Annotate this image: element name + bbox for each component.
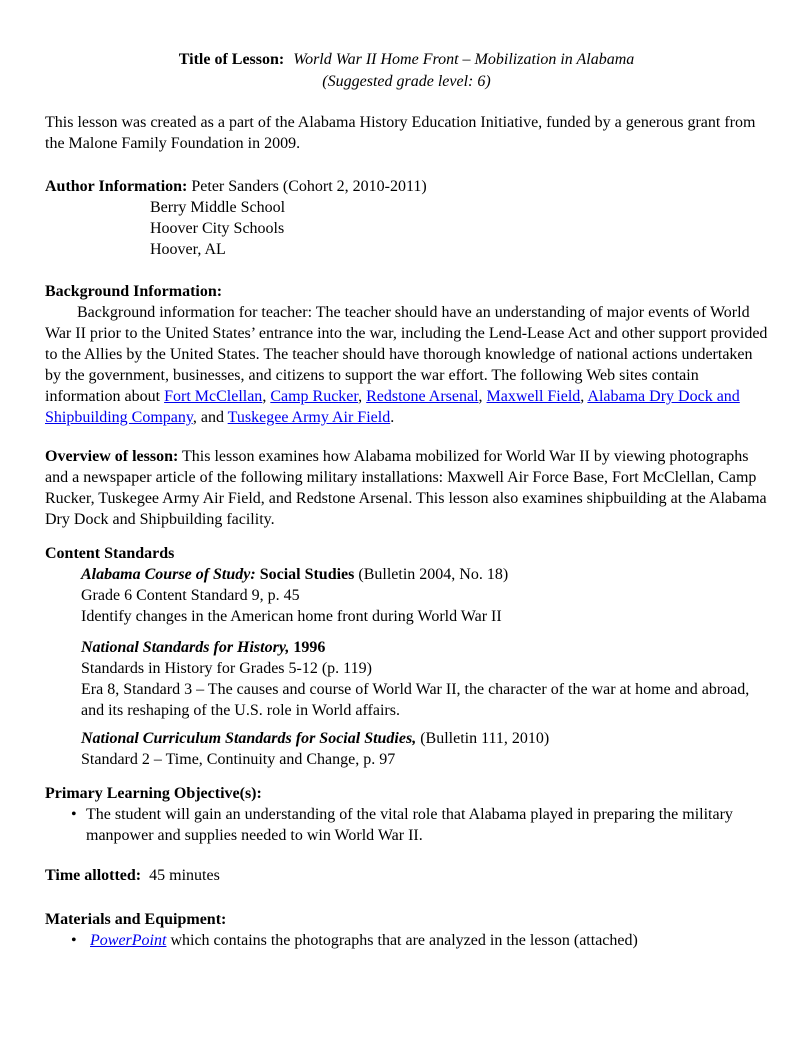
background-heading: Background Information: <box>45 283 223 300</box>
link-powerpoint[interactable]: PowerPoint <box>90 932 167 949</box>
title-value: World War II Home Front – Mobilization in Alabama <box>293 51 635 68</box>
standards-title-italic: Alabama Course of Study: <box>81 566 256 583</box>
link-separator: , <box>478 388 487 405</box>
content-standards-heading: Content Standards <box>45 545 175 562</box>
author-line: Hoover, AL <box>150 241 226 258</box>
time-value: 45 minutes <box>149 867 220 884</box>
standards-line: Grade 6 Content Standard 9, p. 45 <box>81 587 300 604</box>
link-separator: , <box>580 388 588 405</box>
author-heading-line <box>45 176 768 197</box>
sentence-period: . <box>390 409 395 426</box>
standards-line: Standards in History for Grades 5-12 (p. 119) <box>81 660 372 677</box>
standards-title-line <box>81 728 768 749</box>
link-separator: , <box>358 388 367 405</box>
overview-text: This lesson examines how Alabama mobilized for World War II by viewing photographs and a newspaper article of the following military installations: Maxwell Air Force Base, Fort McClellan, Camp Rucker, Tuskegee Army Air Field, and Redstone Arsenal. This lesson also examines shipbuilding at the Alabama Dry Dock and Shipbuilding facility. <box>45 448 767 528</box>
standards-title-bold: Social Studies <box>259 566 355 583</box>
link-camp-rucker[interactable]: Camp Rucker <box>270 388 359 405</box>
standards-block-alabama <box>81 564 768 627</box>
objectives-heading: Primary Learning Objective(s): <box>45 785 262 802</box>
overview-label: Overview of lesson: <box>45 448 179 465</box>
link-maxwell-field[interactable]: Maxwell Field <box>486 388 581 405</box>
standards-line: Era 8, Standard 3 – The causes and course of World War II, the character of the war at home and abroad, and its reshaping of the U.S. role in World affairs. <box>81 681 750 719</box>
objective-item <box>45 804 768 846</box>
link-tuskegee-army-air-field[interactable]: Tuskegee Army Air Field <box>227 409 391 426</box>
materials-item <box>45 930 768 951</box>
standards-block-national-curriculum <box>81 728 768 770</box>
standards-title-italic: National Curriculum Standards for Social Studies, <box>81 730 417 747</box>
title-label: Title of Lesson: <box>178 51 285 68</box>
grade-level-line: (Suggested grade level: 6) <box>322 73 491 90</box>
time-label: Time allotted: <box>45 867 142 884</box>
author-line: Berry Middle School <box>150 199 286 216</box>
link-fort-mcclellan[interactable]: Fort McClellan <box>164 388 263 405</box>
materials-item-text: which contains the photographs that are analyzed in the lesson (attached) <box>170 932 638 949</box>
author-name: Peter Sanders (Cohort 2, 2010-2011) <box>191 178 427 195</box>
standards-title-rest: (Bulletin 2004, No. 18) <box>358 566 509 583</box>
author-section <box>45 176 768 260</box>
standards-title-line <box>81 564 768 585</box>
standards-title-italic: National Standards for History, <box>81 639 290 656</box>
objective-text: The student will gain an understanding of the vital role that Alabama played in preparing the military manpower and supplies needed to win World War II. <box>86 806 733 844</box>
materials-heading: Materials and Equipment: <box>45 911 227 928</box>
link-alabama-dry-dock[interactable]: Alabama Dry Dock and Shipbuilding Company <box>45 388 740 426</box>
author-line: Hoover City Schools <box>150 220 285 237</box>
link-separator: , <box>262 388 271 405</box>
standards-block-national-history <box>81 637 768 721</box>
background-paragraph <box>45 302 768 428</box>
time-allotted-line <box>45 865 768 886</box>
standards-title-bold: 1996 <box>293 639 326 656</box>
standards-line: Identify changes in the American home front during World War II <box>81 608 502 625</box>
document-title-line <box>45 49 768 71</box>
author-label: Author Information: <box>45 178 188 195</box>
intro-paragraph: This lesson was created as a part of the Alabama History Education Initiative, funded by a generous grant from the Malone Family Foundation in 2009. <box>45 114 756 152</box>
link-separator: , and <box>192 409 228 426</box>
link-redstone-arsenal[interactable]: Redstone Arsenal <box>366 388 479 405</box>
standards-title-rest: (Bulletin 111, 2010) <box>420 730 550 747</box>
standards-line: Standard 2 – Time, Continuity and Change, p. 97 <box>81 751 396 768</box>
standards-title-line <box>81 637 768 658</box>
overview-paragraph <box>45 446 768 530</box>
background-text: Background information for teacher: The teacher should have an understanding of major events of World War II prior to the United States’ entrance into the war, including the Lend-Lease Act and other support provided to the Allies by the United States. The teacher should have thorough knowledge of national actions undertaken by the government, businesses, and citizens to support the war effort. The following Web sites contain information about <box>45 304 768 405</box>
